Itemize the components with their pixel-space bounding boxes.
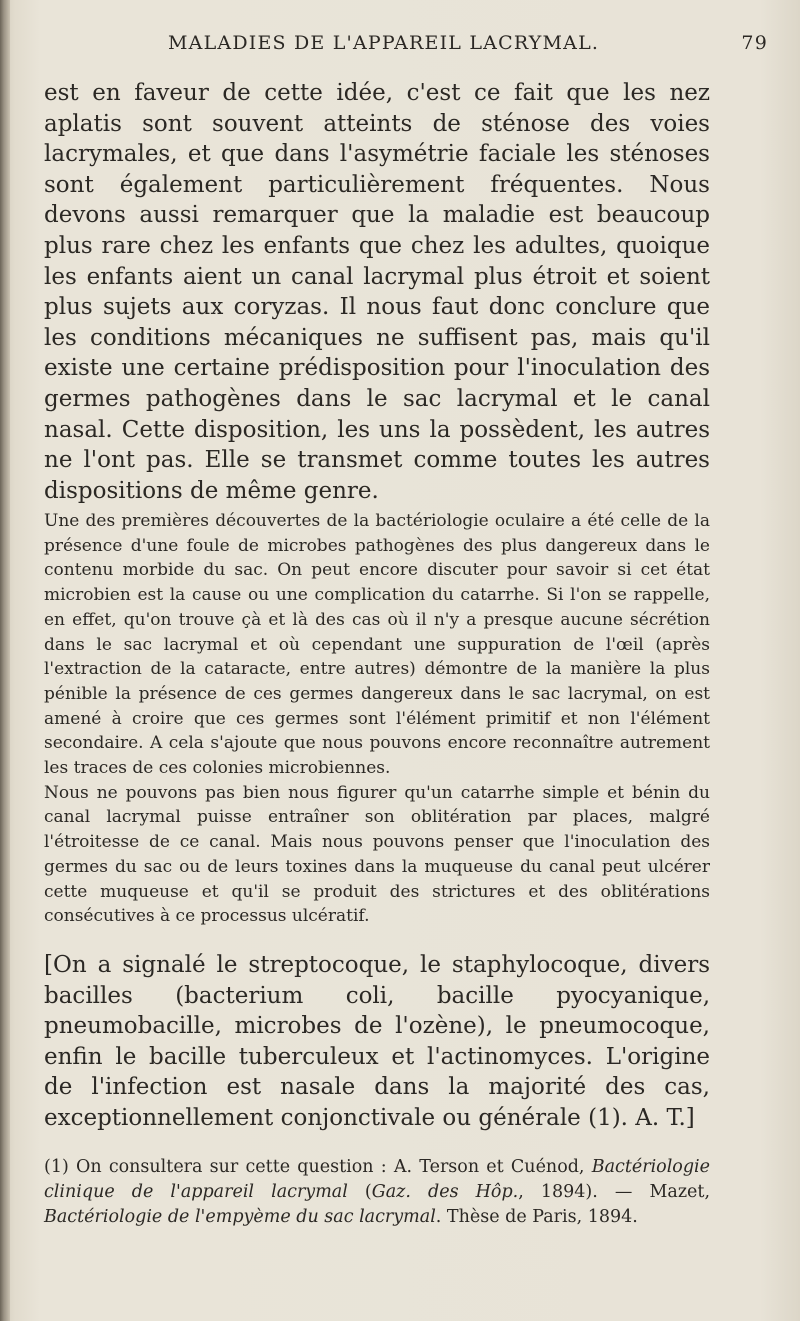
running-title: MALADIES DE L'APPAREIL LACRYMAL.	[168, 32, 600, 54]
footnote-part-2: (	[347, 1182, 372, 1202]
small-print-block	[44, 509, 710, 929]
main-text-block	[44, 78, 710, 506]
footnote-part-3: , 1894). — Mazet,	[518, 1182, 711, 1202]
small-paragraph-2: Nous ne pouvons pas bien nous figurer qu'un catarrhe simple et bénin du canal lacrymal puisse entraîner son oblitération par places, malgré l'étroitesse de ce canal. Mais nous pouvons penser que l'inoculation des germes du sac ou de leurs toxines dans la muqueuse du canal peut ulcérer cette muqueuse et qu'il se produit des strictures et des oblitérations consécutives à ce processus ulcératif.	[44, 782, 710, 927]
footnote-journal: Gaz. des Hôp.	[371, 1182, 519, 1202]
paragraph-2: [On a signalé le streptocoque, le staphylocoque, divers bacilles (bacterium coli, bacille pyocyanique, pneumobacille, microbes de l'ozène), le pneumocoque, enfin le bacille tuberculeux et l'actinomyces. L'origine de l'infection est nasale dans la majorité des cas, exceptionnellement conjonctivale ou générale (1). A. T.]	[44, 952, 710, 1131]
paragraph-1: est en faveur de cette idée, c'est ce fait que les nez aplatis sont souvent atteints de sténose des voies lacrymales, et que dans l'asymétrie faciale les sténoses sont également particulièrement fréquentes. Nous devons aussi remarquer que la maladie est beaucoup plus rare chez les enfants que chez les adultes, quoique les enfants aient un canal lacrymal plus étroit et soient plus sujets aux coryzas. Il nous faut donc conclure que les conditions mécaniques ne suffisent pas, mais qu'il existe une certaine prédisposition pour l'inoculation des germes pathogènes dans le sac lacrymal et le canal nasal. Cette disposition, les uns la possèdent, les autres ne l'ont pas. Elle se transmet comme toutes les autres dispositions de même genre.	[44, 80, 710, 504]
small-paragraph-1: Une des premières découvertes de la bactériologie oculaire a été celle de la présence d'une foule de microbes pathogènes des plus dangereux dans le contenu morbide du sac. On peut encore discuter pour savoir si cet état microbien est la cause ou une complication du catarrhe. Si l'on se rappelle, en effet, qu'on trouve çà et là des cas où il n'y a presque aucune sécrétion dans le sac lacrymal et où cependant une suppuration de l'œil (après l'extraction de la cataracte, entre autres) démontre de la manière la plus pénible la présence de ces germes dangereux dans le sac lacrymal, on est amené à croire que ces germes sont l'élément primitif et non l'élément secondaire. A cela s'ajoute que nous pouvons encore reconnaître autrement les traces de ces colonies microbiennes.	[44, 511, 710, 779]
page-number: 79	[741, 32, 768, 54]
book-spine-shadow	[0, 0, 10, 1321]
footnote-title-1: Bactériologie clinique de l'appareil lacrymal	[44, 1157, 710, 1202]
footnote	[44, 1155, 710, 1230]
footnote-part-4: . Thèse de Paris, 1894.	[435, 1207, 638, 1227]
footnote-text	[44, 1155, 710, 1230]
footnote-title-2: Bactériologie de l'empyème du sac lacrymal	[44, 1207, 436, 1227]
editor-note-block	[44, 950, 710, 1134]
footnote-part-1: (1) On consultera sur cette question : A. Terson et Cuénod,	[44, 1157, 592, 1177]
running-header	[150, 32, 770, 58]
